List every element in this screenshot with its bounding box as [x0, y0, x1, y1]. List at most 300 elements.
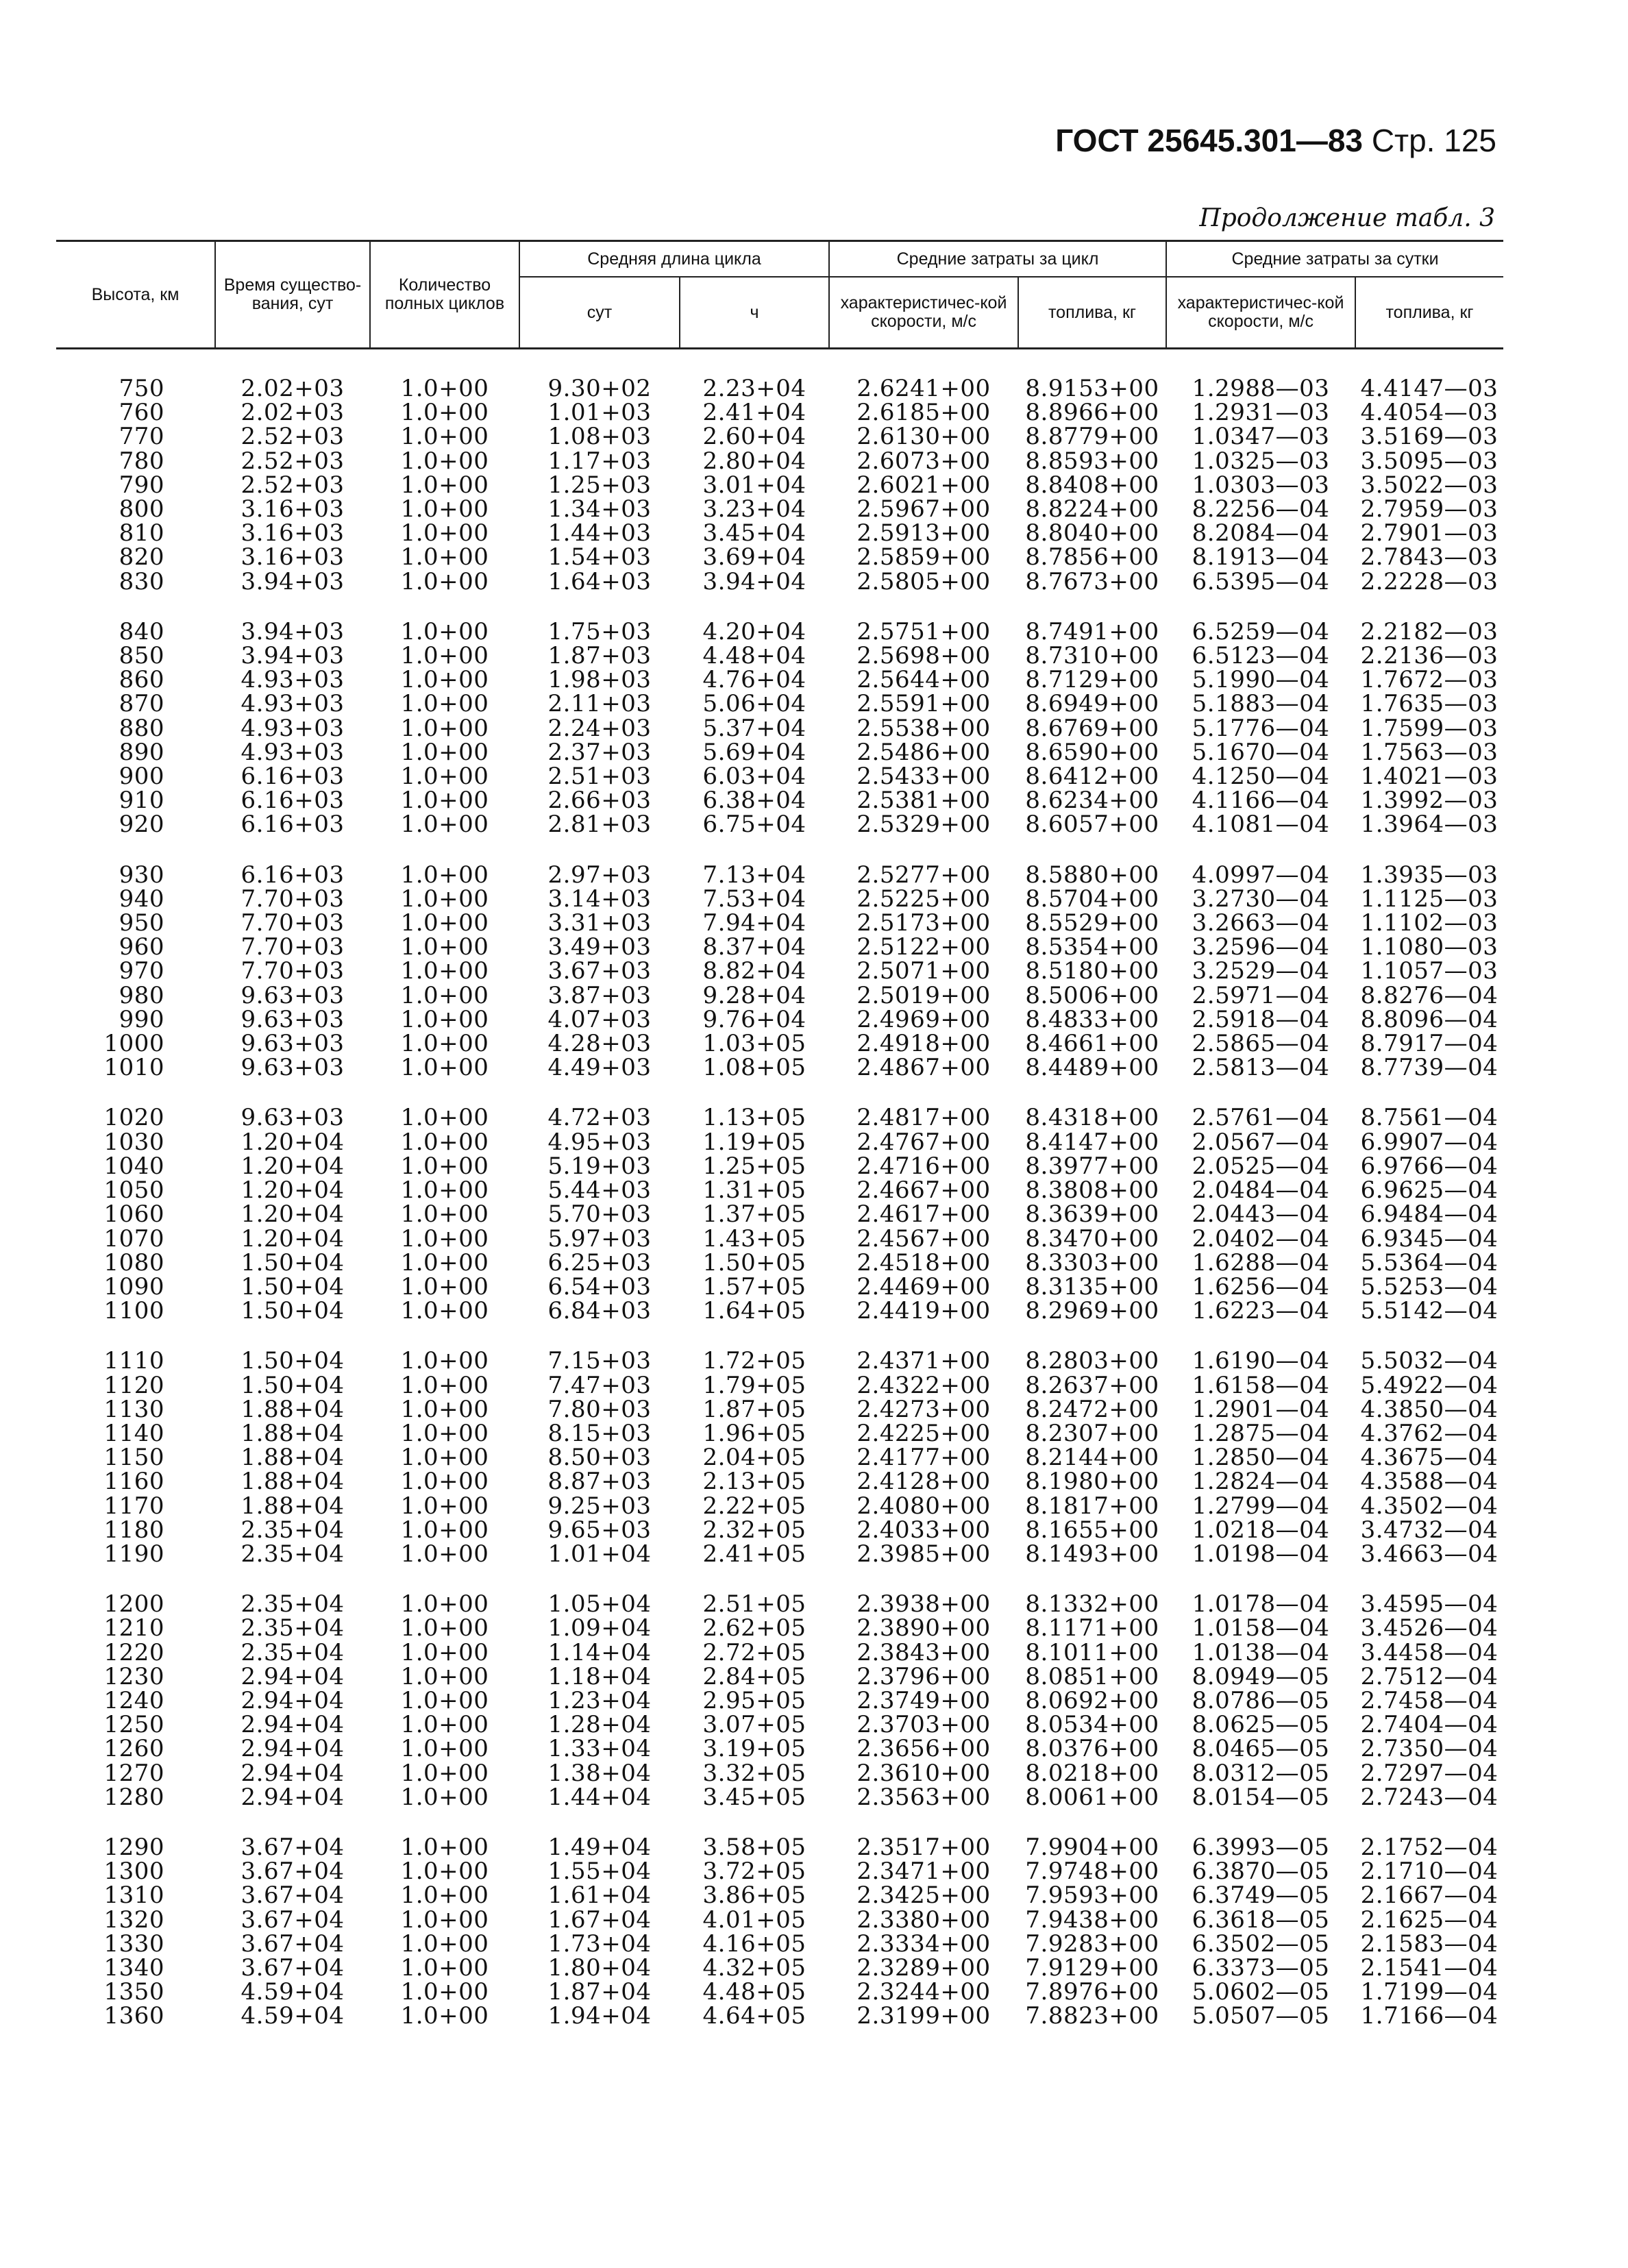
existence-time-cell: 2.02+03: [241, 399, 345, 427]
full-cycles-cell: 1.0+00: [400, 909, 489, 937]
table-row: [56, 1665, 1503, 1689]
cycle-days-cell: 2.24+03: [547, 714, 652, 742]
cycle-char-speed-cell: 2.6130+00: [856, 423, 991, 451]
day-char-speed-cell: 6.3749—05: [1192, 1882, 1330, 1910]
cycle-char-speed-cell: 2.5805+00: [856, 567, 991, 595]
cycle-char-speed-cell: 2.3843+00: [856, 1638, 991, 1666]
cycle-char-speed-cell: 2.3199+00: [856, 2002, 991, 2030]
table-row: [56, 1786, 1503, 1810]
existence-time-cell: 1.50+04: [241, 1248, 345, 1277]
table-row: [56, 1762, 1503, 1786]
table-row: [56, 1422, 1503, 1446]
cycle-days-cell: 1.25+03: [547, 471, 652, 499]
full-cycles-cell: 1.0+00: [400, 617, 489, 645]
cycle-hours-cell: 3.07+05: [702, 1711, 806, 1739]
table-row: [56, 1299, 1503, 1323]
cycle-fuel-cell: 8.5006+00: [1025, 981, 1159, 1009]
altitude-cell: 1070: [103, 1224, 164, 1253]
cycle-hours-cell: 4.01+05: [702, 1906, 806, 1934]
table-row: [56, 717, 1503, 741]
cycle-hours-cell: 5.69+04: [702, 738, 806, 766]
cycle-char-speed-cell: 2.5698+00: [856, 642, 991, 670]
day-fuel-cell: 1.1057—03: [1360, 957, 1498, 985]
cycle-char-speed-cell: 2.5486+00: [856, 738, 991, 766]
day-char-speed-cell: 1.2931—03: [1192, 399, 1330, 427]
full-cycles-cell: 1.0+00: [400, 1540, 489, 1568]
altitude-cell: 1190: [103, 1540, 164, 1568]
cycle-days-cell: 1.54+03: [547, 543, 652, 571]
cycle-char-speed-cell: 2.3380+00: [856, 1906, 991, 1934]
day-fuel-cell: 2.7512—04: [1360, 1662, 1498, 1690]
day-fuel-cell: 2.7959—03: [1360, 495, 1498, 523]
full-cycles-cell: 1.0+00: [400, 861, 489, 889]
full-cycles-cell: 1.0+00: [400, 1662, 489, 1690]
day-char-speed-cell: 5.1883—04: [1192, 690, 1330, 718]
day-fuel-cell: 3.4663—04: [1360, 1540, 1498, 1568]
cycle-char-speed-cell: 2.4033+00: [856, 1516, 991, 1544]
existence-time-cell: 3.16+03: [241, 519, 345, 547]
cycle-days-cell: 1.64+03: [547, 567, 652, 595]
cycle-hours-cell: 4.76+04: [702, 666, 806, 694]
day-fuel-cell: 1.1125—03: [1360, 885, 1498, 913]
cycle-days-cell: 4.95+03: [547, 1128, 652, 1156]
full-cycles-cell: 1.0+00: [400, 1419, 489, 1447]
existence-time-cell: 1.88+04: [241, 1395, 345, 1423]
full-cycles-cell: 1.0+00: [400, 519, 489, 547]
existence-time-cell: 2.35+04: [241, 1638, 345, 1666]
cycle-hours-cell: 3.72+05: [702, 1858, 806, 1886]
cycle-char-speed-cell: 2.3796+00: [856, 1662, 991, 1690]
cycle-fuel-cell: 8.5704+00: [1025, 885, 1159, 913]
table-continuation-label: Продолжение табл. 3: [1199, 204, 1495, 232]
cycle-fuel-cell: 8.1332+00: [1025, 1590, 1159, 1618]
existence-time-cell: 2.52+03: [241, 447, 345, 475]
cycle-fuel-cell: 8.3303+00: [1025, 1248, 1159, 1277]
cycle-hours-cell: 1.72+05: [702, 1347, 806, 1375]
table-row: [56, 644, 1503, 668]
cycle-hours-cell: 6.75+04: [702, 811, 806, 839]
full-cycles-cell: 1.0+00: [400, 1686, 489, 1714]
cycle-hours-cell: 1.03+05: [702, 1030, 806, 1058]
cycle-hours-cell: 8.82+04: [702, 957, 806, 985]
day-fuel-cell: 4.3502—04: [1360, 1492, 1498, 1520]
existence-time-cell: 1.50+04: [241, 1371, 345, 1399]
altitude-cell: 750: [119, 375, 164, 402]
altitude-cell: 1170: [103, 1492, 164, 1520]
header-cycle-days: сут: [519, 277, 680, 349]
cycle-days-cell: 1.44+03: [547, 519, 652, 547]
day-fuel-cell: 2.1625—04: [1360, 1906, 1498, 1934]
altitude-cell: 1280: [103, 1783, 164, 1811]
day-char-speed-cell: 2.5971—04: [1192, 981, 1330, 1009]
spacer-row: [56, 1810, 1503, 1836]
existence-time-cell: 3.94+03: [241, 617, 345, 645]
day-char-speed-cell: 2.5918—04: [1192, 1005, 1330, 1033]
day-fuel-cell: 1.7672—03: [1360, 666, 1498, 694]
altitude-cell: 1310: [103, 1882, 164, 1910]
header-existence-time: Время существо-вания, сут: [215, 241, 370, 349]
day-char-speed-cell: 3.2596—04: [1192, 933, 1330, 961]
header-avg-cost-day: Средние затраты за сутки: [1166, 241, 1503, 278]
altitude-cell: 1060: [103, 1200, 164, 1229]
cycle-hours-cell: 6.38+04: [702, 787, 806, 815]
cycle-char-speed-cell: 2.4128+00: [856, 1468, 991, 1496]
cycle-char-speed-cell: 2.3289+00: [856, 1953, 991, 1982]
table-row: [56, 692, 1503, 716]
table-row: [56, 1860, 1503, 1884]
cycle-char-speed-cell: 2.6185+00: [856, 399, 991, 427]
table-row: [56, 1518, 1503, 1542]
existence-time-cell: 3.94+03: [241, 567, 345, 595]
altitude-cell: 1020: [103, 1104, 164, 1132]
table-row: [56, 765, 1503, 789]
existence-time-cell: 7.70+03: [241, 933, 345, 961]
day-fuel-cell: 2.1710—04: [1360, 1858, 1498, 1886]
existence-time-cell: 4.93+03: [241, 714, 345, 742]
existence-time-cell: 4.59+04: [241, 2002, 345, 2030]
day-fuel-cell: 2.1541—04: [1360, 1953, 1498, 1982]
page-header: [1055, 122, 1496, 159]
table-row: [56, 1275, 1503, 1299]
cycle-hours-cell: 1.43+05: [702, 1224, 806, 1253]
cycle-days-cell: 4.28+03: [547, 1030, 652, 1058]
cycle-char-speed-cell: 2.5751+00: [856, 617, 991, 645]
cycle-hours-cell: 3.94+04: [702, 567, 806, 595]
cycle-fuel-cell: 8.6949+00: [1025, 690, 1159, 718]
cycle-fuel-cell: 8.7856+00: [1025, 543, 1159, 571]
cycle-char-speed-cell: 2.3517+00: [856, 1833, 991, 1861]
day-char-speed-cell: 8.0625—05: [1192, 1711, 1330, 1739]
altitude-cell: 1220: [103, 1638, 164, 1666]
altitude-cell: 1270: [103, 1759, 164, 1787]
cycle-char-speed-cell: 2.5329+00: [856, 811, 991, 839]
day-fuel-cell: 2.7243—04: [1360, 1783, 1498, 1811]
cycle-char-speed-cell: 2.4177+00: [856, 1444, 991, 1472]
cycle-hours-cell: 1.57+05: [702, 1272, 806, 1301]
cycle-hours-cell: 1.64+05: [702, 1297, 806, 1325]
cycle-days-cell: 1.67+04: [547, 1906, 652, 1934]
day-char-speed-cell: 1.0198—04: [1192, 1540, 1330, 1568]
existence-time-cell: 2.94+04: [241, 1735, 345, 1763]
cycle-hours-cell: 1.31+05: [702, 1176, 806, 1205]
full-cycles-cell: 1.0+00: [400, 666, 489, 694]
table-row: [56, 1446, 1503, 1470]
cycle-hours-cell: 2.13+05: [702, 1468, 806, 1496]
existence-time-cell: 6.16+03: [241, 861, 345, 889]
existence-time-cell: 1.88+04: [241, 1492, 345, 1520]
altitude-cell: 970: [119, 957, 164, 985]
cycle-days-cell: 8.15+03: [547, 1419, 652, 1447]
spacer-row: [56, 837, 1503, 863]
altitude-cell: 1200: [103, 1590, 164, 1618]
day-char-speed-cell: 6.3502—05: [1192, 1930, 1330, 1958]
full-cycles-cell: 1.0+00: [400, 1833, 489, 1861]
cycle-hours-cell: 9.28+04: [702, 981, 806, 1009]
table-row: [56, 1106, 1503, 1130]
cycle-fuel-cell: 7.9593+00: [1025, 1882, 1159, 1910]
cycle-days-cell: 2.97+03: [547, 861, 652, 889]
altitude-cell: 900: [119, 763, 164, 791]
table-row: [56, 570, 1503, 594]
day-fuel-cell: 2.7350—04: [1360, 1735, 1498, 1763]
cycle-fuel-cell: 8.1655+00: [1025, 1516, 1159, 1544]
cycle-hours-cell: 2.41+05: [702, 1540, 806, 1568]
day-fuel-cell: 6.9484—04: [1360, 1200, 1498, 1229]
cycle-hours-cell: 1.50+05: [702, 1248, 806, 1277]
day-fuel-cell: 3.4732—04: [1360, 1516, 1498, 1544]
altitude-cell: 910: [119, 787, 164, 815]
altitude-cell: 1110: [103, 1347, 164, 1375]
table-row: [56, 863, 1503, 887]
day-char-speed-cell: 6.3993—05: [1192, 1833, 1330, 1861]
cycle-days-cell: 1.01+04: [547, 1540, 652, 1568]
cycle-days-cell: 1.05+04: [547, 1590, 652, 1618]
cycle-hours-cell: 1.96+05: [702, 1419, 806, 1447]
existence-time-cell: 3.16+03: [241, 543, 345, 571]
cycle-days-cell: 1.09+04: [547, 1614, 652, 1642]
table-row: [56, 1227, 1503, 1251]
cycle-char-speed-cell: 2.3656+00: [856, 1735, 991, 1763]
altitude-cell: 1140: [103, 1419, 164, 1447]
altitude-cell: 850: [119, 642, 164, 670]
cycle-hours-cell: 4.16+05: [702, 1930, 806, 1958]
cycle-hours-cell: 4.48+04: [702, 642, 806, 670]
full-cycles-cell: 1.0+00: [400, 1516, 489, 1544]
cycle-days-cell: 1.33+04: [547, 1735, 652, 1763]
cycle-char-speed-cell: 2.6073+00: [856, 447, 991, 475]
cycle-fuel-cell: 8.8224+00: [1025, 495, 1159, 523]
cycle-fuel-cell: 8.7673+00: [1025, 567, 1159, 595]
day-char-speed-cell: 3.2730—04: [1192, 885, 1330, 913]
day-char-speed-cell: 1.2901—04: [1192, 1395, 1330, 1423]
full-cycles-cell: 1.0+00: [400, 1176, 489, 1205]
day-char-speed-cell: 8.1913—04: [1192, 543, 1330, 571]
existence-time-cell: 4.93+03: [241, 690, 345, 718]
cycle-hours-cell: 2.04+05: [702, 1444, 806, 1472]
table-row: [56, 521, 1503, 545]
day-char-speed-cell: 2.5865—04: [1192, 1030, 1330, 1058]
day-fuel-cell: 3.5022—03: [1360, 471, 1498, 499]
cycle-char-speed-cell: 2.4918+00: [856, 1030, 991, 1058]
existence-time-cell: 1.20+04: [241, 1200, 345, 1229]
full-cycles-cell: 1.0+00: [400, 1395, 489, 1423]
cycle-char-speed-cell: 2.3334+00: [856, 1930, 991, 1958]
table-row: [56, 1713, 1503, 1737]
day-char-speed-cell: 6.5395—04: [1192, 567, 1330, 595]
day-fuel-cell: 2.2228—03: [1360, 567, 1498, 595]
day-fuel-cell: 5.5253—04: [1360, 1272, 1498, 1301]
full-cycles-cell: 1.0+00: [400, 1224, 489, 1253]
cycle-days-cell: 1.14+04: [547, 1638, 652, 1666]
day-char-speed-cell: 2.0402—04: [1192, 1224, 1330, 1253]
cycle-days-cell: 1.75+03: [547, 617, 652, 645]
day-char-speed-cell: 1.0218—04: [1192, 1516, 1330, 1544]
altitude-cell: 870: [119, 690, 164, 718]
day-char-speed-cell: 1.0158—04: [1192, 1614, 1330, 1642]
cycle-days-cell: 6.84+03: [547, 1297, 652, 1325]
cycle-fuel-cell: 8.5180+00: [1025, 957, 1159, 985]
cycle-char-speed-cell: 2.4469+00: [856, 1272, 991, 1301]
altitude-cell: 1330: [103, 1930, 164, 1958]
day-fuel-cell: 4.4054—03: [1360, 399, 1498, 427]
day-char-speed-cell: 1.0138—04: [1192, 1638, 1330, 1666]
cycle-hours-cell: 3.23+04: [702, 495, 806, 523]
existence-time-cell: 1.50+04: [241, 1272, 345, 1301]
table-row: [56, 1056, 1503, 1080]
cycle-hours-cell: 3.86+05: [702, 1882, 806, 1910]
cycle-days-cell: 2.51+03: [547, 763, 652, 791]
table-row: [56, 1689, 1503, 1713]
cycle-days-cell: 5.70+03: [547, 1200, 652, 1229]
full-cycles-cell: 1.0+00: [400, 1906, 489, 1934]
day-char-speed-cell: 1.0303—03: [1192, 471, 1330, 499]
day-fuel-cell: 1.1080—03: [1360, 933, 1498, 961]
day-char-speed-cell: 2.0443—04: [1192, 1200, 1330, 1229]
cycle-char-speed-cell: 2.5225+00: [856, 885, 991, 913]
existence-time-cell: 3.67+04: [241, 1882, 345, 1910]
table-row: [56, 377, 1503, 401]
cycle-fuel-cell: 8.0061+00: [1025, 1783, 1159, 1811]
cycle-fuel-cell: 7.9904+00: [1025, 1833, 1159, 1861]
header-altitude: Высота, км: [56, 241, 215, 349]
altitude-cell: 1130: [103, 1395, 164, 1423]
cycle-days-cell: 1.28+04: [547, 1711, 652, 1739]
cycle-char-speed-cell: 2.4273+00: [856, 1395, 991, 1423]
table-row: [56, 789, 1503, 813]
cycle-days-cell: 1.34+03: [547, 495, 652, 523]
day-char-speed-cell: 8.0949—05: [1192, 1662, 1330, 1690]
cycle-fuel-cell: 8.1171+00: [1025, 1614, 1159, 1642]
day-char-speed-cell: 2.5761—04: [1192, 1104, 1330, 1132]
cycle-days-cell: 1.17+03: [547, 447, 652, 475]
cycle-fuel-cell: 7.8976+00: [1025, 1978, 1159, 2006]
existence-time-cell: 2.35+04: [241, 1590, 345, 1618]
cycle-hours-cell: 7.13+04: [702, 861, 806, 889]
day-char-speed-cell: 8.0154—05: [1192, 1783, 1330, 1811]
day-char-speed-cell: 8.0465—05: [1192, 1735, 1330, 1763]
table-row: [56, 1179, 1503, 1203]
cycle-hours-cell: 4.32+05: [702, 1953, 806, 1982]
altitude-cell: 1230: [103, 1662, 164, 1690]
existence-time-cell: 2.35+04: [241, 1540, 345, 1568]
day-char-speed-cell: 2.0484—04: [1192, 1176, 1330, 1205]
cycle-fuel-cell: 8.2307+00: [1025, 1419, 1159, 1447]
altitude-cell: 1000: [103, 1030, 164, 1058]
full-cycles-cell: 1.0+00: [400, 811, 489, 839]
full-cycles-cell: 1.0+00: [400, 1735, 489, 1763]
cycle-hours-cell: 2.84+05: [702, 1662, 806, 1690]
cycle-char-speed-cell: 2.5433+00: [856, 763, 991, 791]
cycle-char-speed-cell: 2.5277+00: [856, 861, 991, 889]
altitude-cell: 1100: [103, 1297, 164, 1325]
day-char-speed-cell: 8.0312—05: [1192, 1759, 1330, 1787]
cycle-days-cell: 1.44+04: [547, 1783, 652, 1811]
altitude-cell: 1360: [103, 2002, 164, 2030]
full-cycles-cell: 1.0+00: [400, 690, 489, 718]
full-cycles-cell: 1.0+00: [400, 423, 489, 451]
day-char-speed-cell: 3.2663—04: [1192, 909, 1330, 937]
day-char-speed-cell: 4.0997—04: [1192, 861, 1330, 889]
cycle-char-speed-cell: 2.3563+00: [856, 1783, 991, 1811]
cycle-fuel-cell: 8.7310+00: [1025, 642, 1159, 670]
cycle-fuel-cell: 7.9283+00: [1025, 1930, 1159, 1958]
cycle-char-speed-cell: 2.5019+00: [856, 981, 991, 1009]
table-row: [56, 741, 1503, 765]
cycle-fuel-cell: 8.5880+00: [1025, 861, 1159, 889]
cycle-fuel-cell: 8.8593+00: [1025, 447, 1159, 475]
cycle-days-cell: 2.37+03: [547, 738, 652, 766]
day-char-speed-cell: 3.2529—04: [1192, 957, 1330, 985]
cycle-days-cell: 1.73+04: [547, 1930, 652, 1958]
cycle-hours-cell: 2.72+05: [702, 1638, 806, 1666]
full-cycles-cell: 1.0+00: [400, 763, 489, 791]
day-fuel-cell: 8.8096—04: [1360, 1005, 1498, 1033]
cycle-days-cell: 7.80+03: [547, 1395, 652, 1423]
table-row: [56, 497, 1503, 521]
day-fuel-cell: 8.7917—04: [1360, 1030, 1498, 1058]
cycle-char-speed-cell: 2.5644+00: [856, 666, 991, 694]
cycle-hours-cell: 1.79+05: [702, 1371, 806, 1399]
full-cycles-cell: 1.0+00: [400, 738, 489, 766]
table-row: [56, 984, 1503, 1008]
table-row: [56, 425, 1503, 449]
table-row: [56, 1032, 1503, 1056]
existence-time-cell: 9.63+03: [241, 1104, 345, 1132]
cycle-days-cell: 3.31+03: [547, 909, 652, 937]
altitude-cell: 880: [119, 714, 164, 742]
cycle-char-speed-cell: 2.3610+00: [856, 1759, 991, 1787]
altitude-cell: 840: [119, 617, 164, 645]
spacer-row: [56, 349, 1503, 378]
day-fuel-cell: 3.5169—03: [1360, 423, 1498, 451]
table-row: [56, 959, 1503, 983]
cycle-days-cell: 4.72+03: [547, 1104, 652, 1132]
day-char-speed-cell: 4.1166—04: [1192, 787, 1330, 815]
cycle-hours-cell: 1.08+05: [702, 1054, 806, 1082]
full-cycles-cell: 1.0+00: [400, 1930, 489, 1958]
cycle-fuel-cell: 8.0376+00: [1025, 1735, 1159, 1763]
data-table-container: [56, 240, 1503, 2029]
day-char-speed-cell: 8.2084—04: [1192, 519, 1330, 547]
cycle-fuel-cell: 8.0218+00: [1025, 1759, 1159, 1787]
cycle-char-speed-cell: 2.4867+00: [856, 1054, 991, 1082]
cycle-fuel-cell: 8.2969+00: [1025, 1297, 1159, 1325]
cycle-hours-cell: 1.19+05: [702, 1128, 806, 1156]
cycle-days-cell: 1.94+04: [547, 2002, 652, 2030]
table-row: [56, 1737, 1503, 1761]
cycle-char-speed-cell: 2.6021+00: [856, 471, 991, 499]
cycle-fuel-cell: 8.8779+00: [1025, 423, 1159, 451]
cycle-char-speed-cell: 2.4371+00: [856, 1347, 991, 1375]
existence-time-cell: 3.94+03: [241, 642, 345, 670]
existence-time-cell: 3.67+04: [241, 1930, 345, 1958]
full-cycles-cell: 1.0+00: [400, 981, 489, 1009]
cycle-fuel-cell: 8.7129+00: [1025, 666, 1159, 694]
header-cycle-fuel: топлива, кг: [1018, 277, 1166, 349]
cycle-fuel-cell: 8.5354+00: [1025, 933, 1159, 961]
day-fuel-cell: 6.9625—04: [1360, 1176, 1498, 1205]
altitude-cell: 860: [119, 666, 164, 694]
day-fuel-cell: 1.7166—04: [1360, 2002, 1498, 2030]
cycle-days-cell: 1.01+03: [547, 399, 652, 427]
existence-time-cell: 3.67+04: [241, 1833, 345, 1861]
cycle-char-speed-cell: 2.3471+00: [856, 1858, 991, 1886]
cycle-hours-cell: 7.94+04: [702, 909, 806, 937]
day-fuel-cell: 4.3588—04: [1360, 1468, 1498, 1496]
cycle-fuel-cell: 8.4318+00: [1025, 1104, 1159, 1132]
full-cycles-cell: 1.0+00: [400, 787, 489, 815]
existence-time-cell: 2.35+04: [241, 1516, 345, 1544]
